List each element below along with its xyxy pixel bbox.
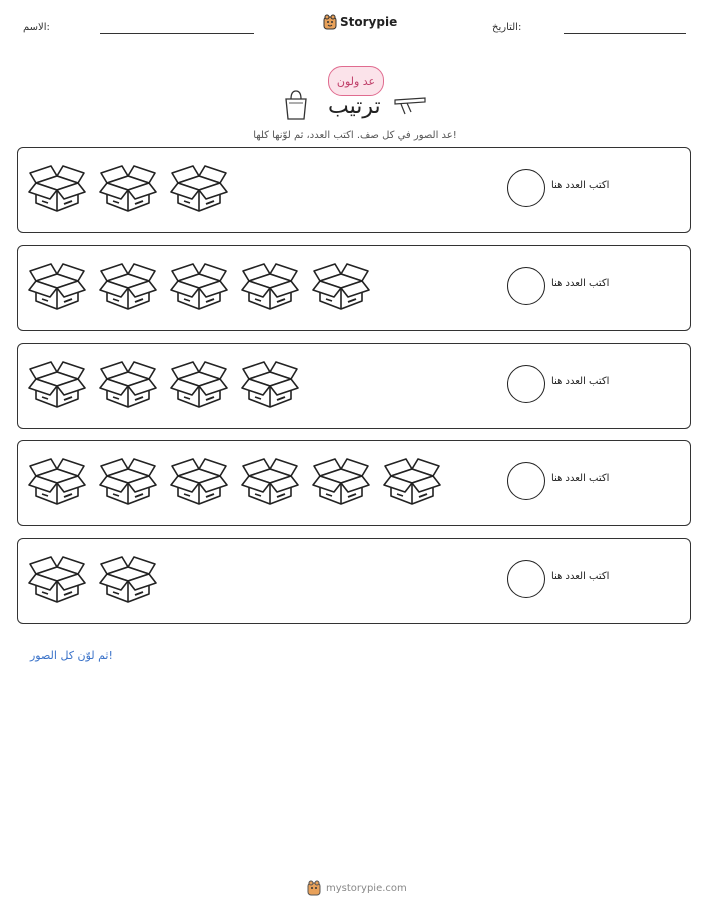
write-number-label: اكتب العدد هنا (551, 376, 610, 387)
open-box-icon (28, 550, 86, 606)
shelf-icon (393, 96, 427, 116)
answer-circle[interactable] (507, 267, 545, 305)
count-row-4 (17, 440, 691, 526)
open-box-icon (28, 452, 86, 508)
open-box-icon (170, 355, 228, 411)
footer-site: mystorypie.com (326, 882, 407, 894)
count-row-1 (17, 147, 691, 233)
open-box-icon (170, 452, 228, 508)
count-row-2 (17, 245, 691, 331)
brand-logo (323, 14, 397, 30)
box-group (28, 550, 157, 606)
open-box-icon (99, 257, 157, 313)
date-line[interactable] (564, 33, 686, 34)
open-box-icon (28, 355, 86, 411)
count-color-badge: عد ولون (328, 66, 384, 96)
footer (307, 880, 407, 896)
open-box-icon (28, 257, 86, 313)
brand-name: Storypie (340, 15, 398, 29)
shopping-bag-icon (283, 89, 309, 121)
name-line[interactable] (100, 33, 254, 34)
instructions: عد الصور في كل صف. اكتب العدد، ثم لوّنها كلها! (253, 130, 457, 141)
open-box-icon (170, 159, 228, 215)
storypie-logo-icon (307, 880, 321, 896)
box-group (28, 257, 370, 313)
open-box-icon (241, 355, 299, 411)
answer-circle[interactable] (507, 365, 545, 403)
date-label: التاريخ: (492, 22, 522, 33)
open-box-icon (99, 452, 157, 508)
color-all-note: ثم لوّن كل الصور! (30, 649, 113, 662)
count-row-5 (17, 538, 691, 624)
answer-circle[interactable] (507, 560, 545, 598)
open-box-icon (241, 257, 299, 313)
open-box-icon (312, 452, 370, 508)
write-number-label: اكتب العدد هنا (551, 473, 610, 484)
answer-circle[interactable] (507, 169, 545, 207)
answer-circle[interactable] (507, 462, 545, 500)
open-box-icon (241, 452, 299, 508)
box-group (28, 159, 228, 215)
open-box-icon (312, 257, 370, 313)
storypie-logo-icon (323, 14, 337, 30)
write-number-label: اكتب العدد هنا (551, 278, 610, 289)
open-box-icon (383, 452, 441, 508)
count-row-3 (17, 343, 691, 429)
open-box-icon (99, 159, 157, 215)
write-number-label: اكتب العدد هنا (551, 180, 610, 191)
open-box-icon (99, 355, 157, 411)
page-title: ترتيب (328, 94, 381, 119)
write-number-label: اكتب العدد هنا (551, 571, 610, 582)
open-box-icon (170, 257, 228, 313)
name-label: الاسم: (23, 22, 50, 33)
box-group (28, 355, 299, 411)
open-box-icon (28, 159, 86, 215)
box-group (28, 452, 441, 508)
open-box-icon (99, 550, 157, 606)
